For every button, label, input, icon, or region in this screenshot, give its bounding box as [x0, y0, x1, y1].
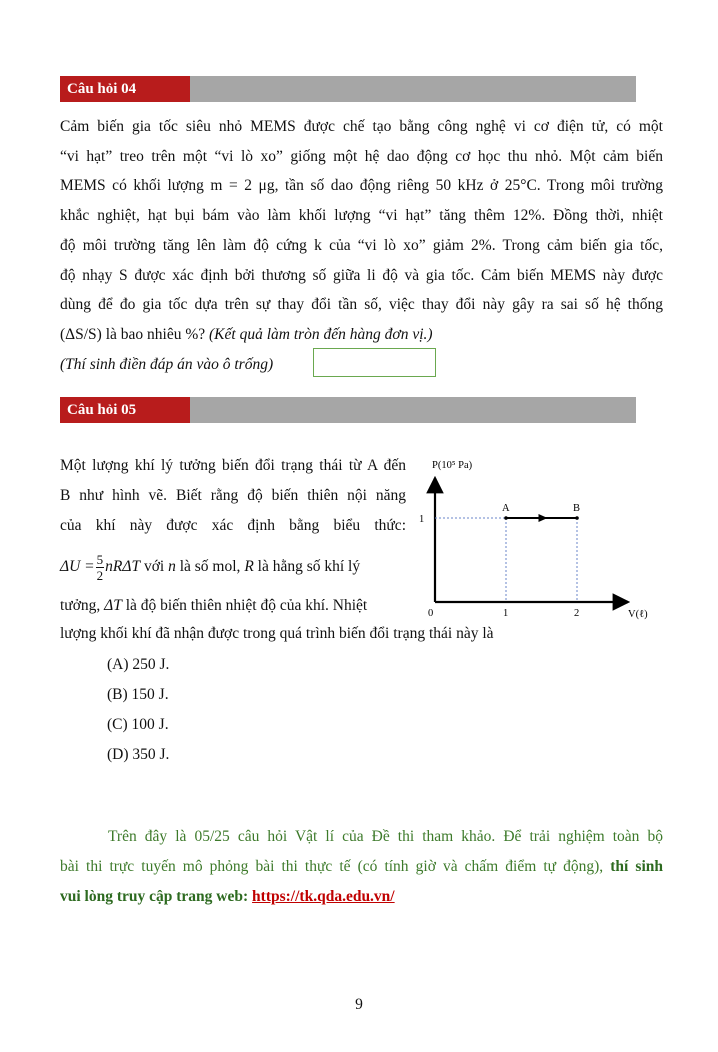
option-c[interactable]: (C) 100 J.: [107, 716, 169, 733]
q5-line5-start: tưởng,: [60, 597, 105, 614]
y-axis-label: P(10⁵ Pa): [432, 460, 473, 471]
option-d[interactable]: (D) 350 J.: [107, 746, 170, 763]
q5-line-3: của khí này được xác định bằng biểu thức:: [60, 517, 406, 534]
q5-formula-line: [60, 543, 406, 583]
fraction-denominator: 2: [96, 568, 104, 583]
q4-instruction: (Thí sinh điền đáp án vào ô trống): [60, 355, 274, 373]
point-label-a: A: [502, 503, 510, 514]
q5-line-5: [60, 597, 367, 614]
process-arrow: [539, 514, 548, 522]
q4-line-3: MEMS có khối lượng m = 2 μg, tần số dao động riêng 50 kHz ở 25°C. Trong môi trường: [60, 177, 663, 195]
x-tick-label-1: 1: [503, 608, 509, 619]
question-04-title: Câu hỏi 04: [60, 76, 190, 102]
q4-rounding-note: (Kết quả làm tròn đến hàng đơn vị.): [209, 325, 433, 343]
website-link[interactable]: https://tk.qda.edu.vn/: [252, 888, 395, 905]
fraction-numerator: 5: [96, 552, 104, 567]
formula-lhs: ΔU =: [60, 558, 95, 576]
q5-line5-end: là độ biến thiên nhiệt độ của khí. Nhiệt: [121, 597, 368, 614]
q5-line5-var: ΔT: [104, 597, 122, 614]
page-number: 9: [355, 996, 363, 1013]
q5-options: [107, 650, 169, 770]
option-a[interactable]: (A) 250 J.: [107, 656, 170, 673]
footer-line-3-bold: vui lòng truy cập trang web:: [60, 888, 249, 905]
q4-line-6: độ nhạy S được xác định bởi thương số giữa li độ và gia tốc. Cảm biến MEMS này được: [60, 266, 663, 284]
footer-line-1: Trên đây là 05/25 câu hỏi Vật lí của Đề thi tham khảo. Để trải nghiệm toàn bộ: [108, 828, 663, 845]
footer-line-3: [60, 882, 663, 912]
q5-line-6: lượng khối khí đã nhận được trong quá trình biến đổi trạng thái này là: [60, 625, 494, 642]
q5-line-1: Một lượng khí lý tưởng biến đổi trạng thái từ A đến: [60, 457, 406, 474]
x-tick-label-2: 2: [574, 608, 580, 619]
text-n: là số mol,: [175, 558, 245, 576]
question-04-body: [60, 112, 663, 379]
point-label-b: B: [573, 503, 581, 514]
q4-line-2: “vi hạt” treo trên một “vi lò xo” giống một hệ dao động cơ học thu nhỏ. Một cảm biến: [60, 147, 663, 165]
question-05-header: [60, 397, 636, 423]
origin-label: 0: [428, 608, 434, 619]
question-05-title: Câu hỏi 05: [60, 397, 190, 423]
q4-line-5: độ môi trường tăng lên làm độ cứng k của “vi lò xo” giảm 2%. Trong cảm biến gia tốc,: [60, 236, 663, 254]
formula-fraction: [96, 552, 105, 583]
x-axis-label: V(ℓ): [628, 609, 648, 620]
y-tick-label-1: 1: [419, 514, 425, 525]
option-b[interactable]: (B) 150 J.: [107, 686, 169, 703]
formula-after: với: [140, 558, 169, 576]
q4-line-7: dùng để đo gia tốc dựa trên sự thay đổi tần số, việc thay đổi này gây ra sai số hệ thống: [60, 296, 663, 314]
footer-line-2: [60, 852, 663, 882]
footer-line-2-bold: thí sinh: [610, 858, 664, 875]
question-04-header: [60, 76, 636, 102]
q4-line-8: [60, 320, 663, 350]
question-05-body: [60, 451, 406, 541]
point-a: [504, 516, 508, 520]
var-R: R: [244, 558, 254, 576]
q4-line-4: khắc nghiệt, hạt bụi bám vào làm khối lượng “vi hạt” tăng thêm 12%. Đồng thời, nhiệt: [60, 207, 663, 225]
point-b: [575, 516, 579, 520]
q4-line-1: Cảm biến gia tốc siêu nhỏ MEMS được chế tạo bằng công nghệ vi cơ điện tử, có một: [60, 118, 663, 135]
q5-line-2: B như hình vẽ. Biết rằng độ biến thiên nội năng: [60, 487, 406, 504]
q4-question-text: (ΔS/S) là bao nhiêu %?: [60, 325, 206, 343]
answer-input-box[interactable]: [313, 348, 436, 377]
footer-line-2-text: bài thi trực tuyến mô phỏng bài thi thực tế (có tính giờ và chấm điểm tự động),: [60, 858, 604, 875]
footer-paragraph: [60, 822, 663, 912]
q5-line-5-wrap: [60, 591, 406, 621]
var-n: n: [168, 558, 176, 576]
formula-rhs: nRΔT: [105, 558, 141, 576]
text-R: là hằng số khí lý: [253, 558, 361, 576]
pv-diagram: [410, 454, 660, 624]
